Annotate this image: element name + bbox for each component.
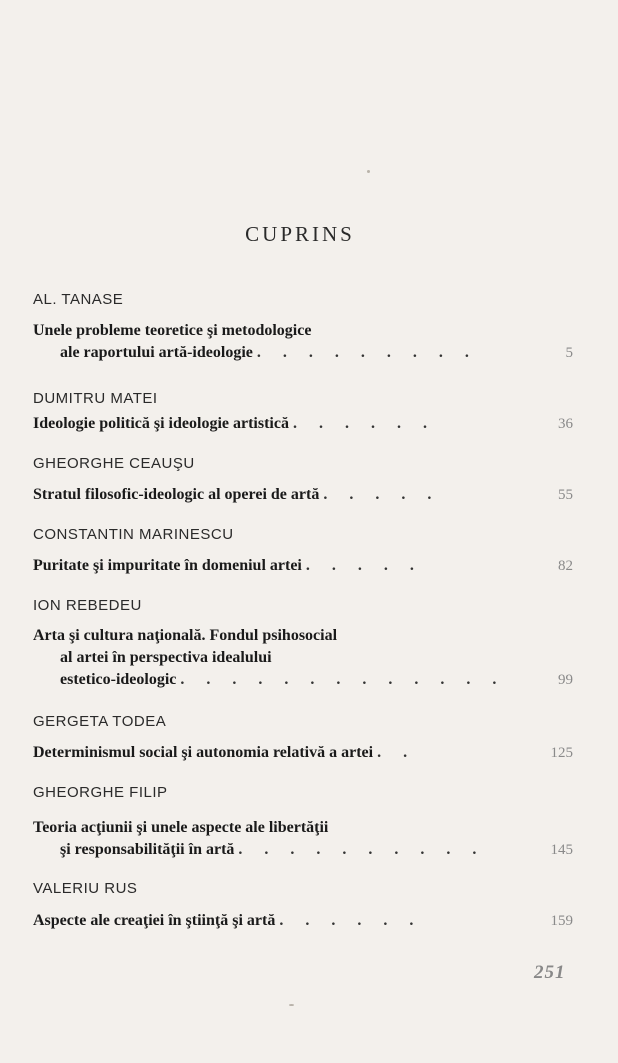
toc-entry [33,817,573,861]
toc-page-number: 99 [558,672,573,688]
toc-page-number: 82 [558,558,573,574]
toc-entry [33,413,573,435]
toc-page-number: 125 [550,745,573,761]
toc-entry [33,484,573,506]
toc-entry-line [33,910,573,932]
toc-entry [33,910,573,932]
toc-leader-dots: . . . . . [305,557,423,574]
toc-entry [33,625,573,691]
toc-entry [33,320,573,364]
toc-leader-dots: . . . . . . [279,912,423,929]
toc-entry-line-text: Puritate şi impuritate în domeniul artei [33,557,302,574]
toc-entry-line: Teoria acţiunii şi unele aspecte ale libertăţii [33,819,329,836]
toc-entry-line: Arta şi cultura naţională. Fondul psihosocial [33,627,338,644]
toc-entry-line-text: Stratul filosofic-ideologic al operei de artă [33,486,320,503]
toc-leader-dots: . . . . . . [292,415,436,432]
toc-entry-line-text: Aspecte ale creaţiei în ştiinţă şi artă [33,912,276,929]
toc-entry [33,742,573,764]
toc-leader-dots: . . [377,744,417,761]
toc-leader-dots: . . . . . . . . . [256,344,478,361]
toc-author: ION REBEDEU [33,597,142,614]
toc-entry-line-text: estetico-ideologic [60,671,177,688]
toc-entry-line-text: Ideologie politică şi ideologie artistică [33,415,289,432]
toc-page-number: 5 [565,345,573,361]
toc-entry-line [33,413,573,435]
toc-entry-line-text: ale raportului artă-ideologie [60,344,253,361]
toc-leader-dots: . . . . . [323,486,441,503]
paper-speck [289,1004,294,1006]
toc-entry [33,555,573,577]
toc-entry-line [33,484,573,506]
toc-author: DUMITRU MATEI [33,390,158,407]
toc-entry-line [33,839,573,861]
toc-entry-line: al artei în perspectiva idealului [60,649,272,666]
toc-author: GERGETA TODEA [33,713,167,730]
toc-page-number: 159 [550,913,573,929]
page-folio-number: 251 [534,962,566,983]
toc-entry-line-text: şi responsabilităţii în artă [60,841,235,858]
toc-entry-line [33,342,573,364]
toc-page-number: 145 [550,842,573,858]
toc-author: GHEORGHE FILIP [33,784,168,801]
toc-author: GHEORGHE CEAUŞU [33,455,195,472]
page-title: CUPRINS [245,222,355,246]
toc-author: CONSTANTIN MARINESCU [33,526,234,543]
toc-entry-line [33,669,573,691]
toc-leader-dots: . . . . . . . . . . . . . [180,671,506,688]
toc-entry-line [33,555,573,577]
toc-page-number: 36 [558,416,573,432]
toc-author: AL. TANASE [33,291,124,308]
paper-speck [367,170,370,173]
toc-entry-line [33,742,573,764]
toc-entry-line: Unele probleme teoretice şi metodologice [33,322,312,339]
toc-author: VALERIU RUS [33,880,138,897]
toc-leader-dots: . . . . . . . . . . [238,841,486,858]
toc-entry-line-text: Determinismul social şi autonomia relativă a artei [33,744,374,761]
toc-page-number: 55 [558,487,573,503]
